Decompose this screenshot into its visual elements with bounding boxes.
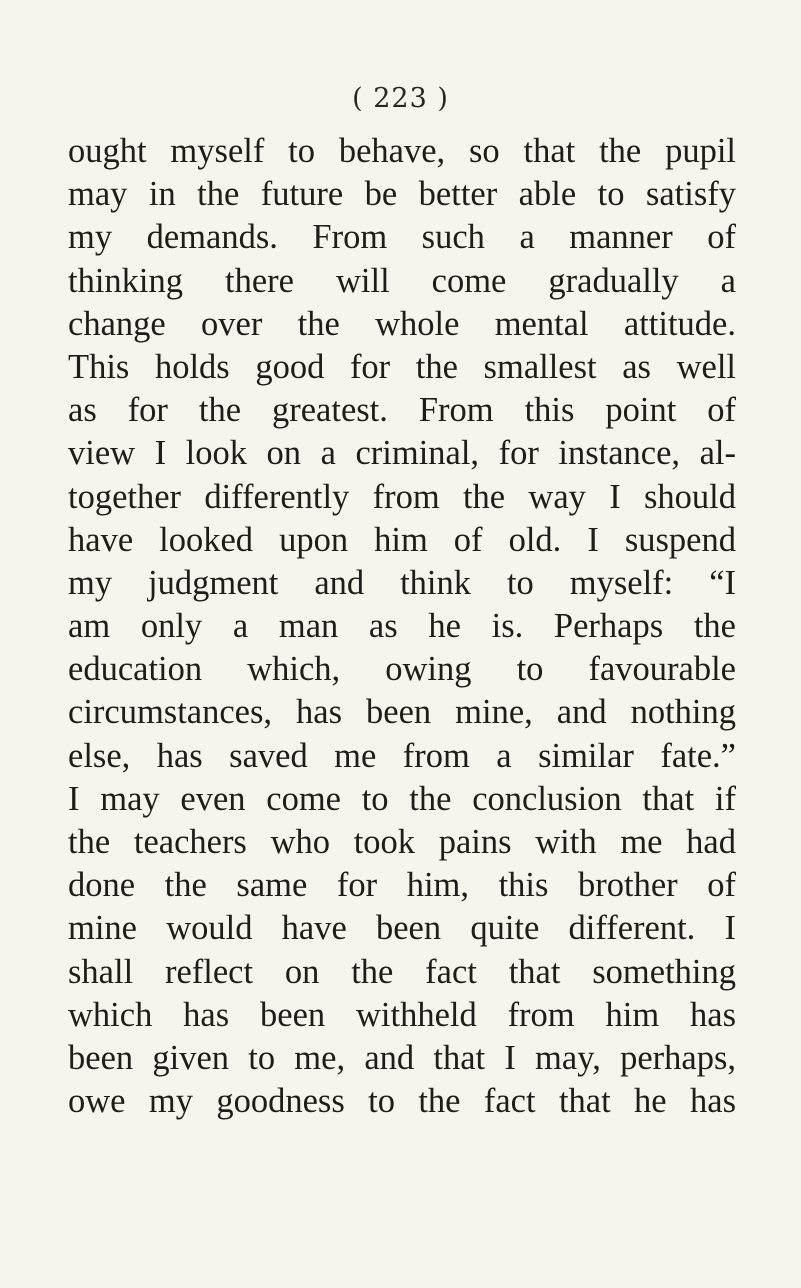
text-line: This holds good for the smallest as well bbox=[68, 347, 736, 386]
text-line: my judgment and think to myself: “I bbox=[68, 563, 736, 602]
text-line: done the same for him, this brother of bbox=[68, 866, 736, 905]
text-line: thinking there will come gradually a bbox=[68, 261, 736, 300]
text-line: else, has saved me from a similar fate.” bbox=[68, 736, 736, 775]
text-line: shall reflect on the fact that something bbox=[68, 952, 736, 991]
text-line: which has been withheld from him has bbox=[68, 995, 736, 1034]
text-line: ought myself to behave, so that the pupil bbox=[68, 132, 736, 170]
text-line: as for the greatest. From this point of bbox=[68, 391, 736, 430]
text-line: may in the future be better able to satisfy bbox=[68, 175, 736, 214]
text-line: my demands. From such a manner of bbox=[68, 218, 736, 257]
page-number: ( 223 ) bbox=[352, 83, 449, 114]
text-line: circumstances, has been mine, and nothing bbox=[68, 693, 736, 732]
text-line: education which, owing to favourable bbox=[68, 650, 736, 689]
text-line: have looked upon him of old. I suspend bbox=[68, 520, 736, 559]
text-line: owe my goodness to the fact that he has bbox=[68, 1082, 736, 1121]
body-text bbox=[68, 130, 736, 1123]
text-line: am only a man as he is. Perhaps the bbox=[68, 607, 736, 646]
text-line: mine would have been quite different. I bbox=[68, 909, 736, 948]
text-line: been given to me, and that I may, perhaps, bbox=[68, 1038, 736, 1077]
text-line: the teachers who took pains with me had bbox=[68, 823, 736, 861]
text-line: view I look on a criminal, for instance, al- bbox=[68, 434, 736, 473]
text-line: together differently from the way I should bbox=[68, 477, 736, 516]
text-line: change over the whole mental attitude. bbox=[68, 304, 736, 343]
text-line: I may even come to the conclusion that if bbox=[68, 779, 736, 818]
